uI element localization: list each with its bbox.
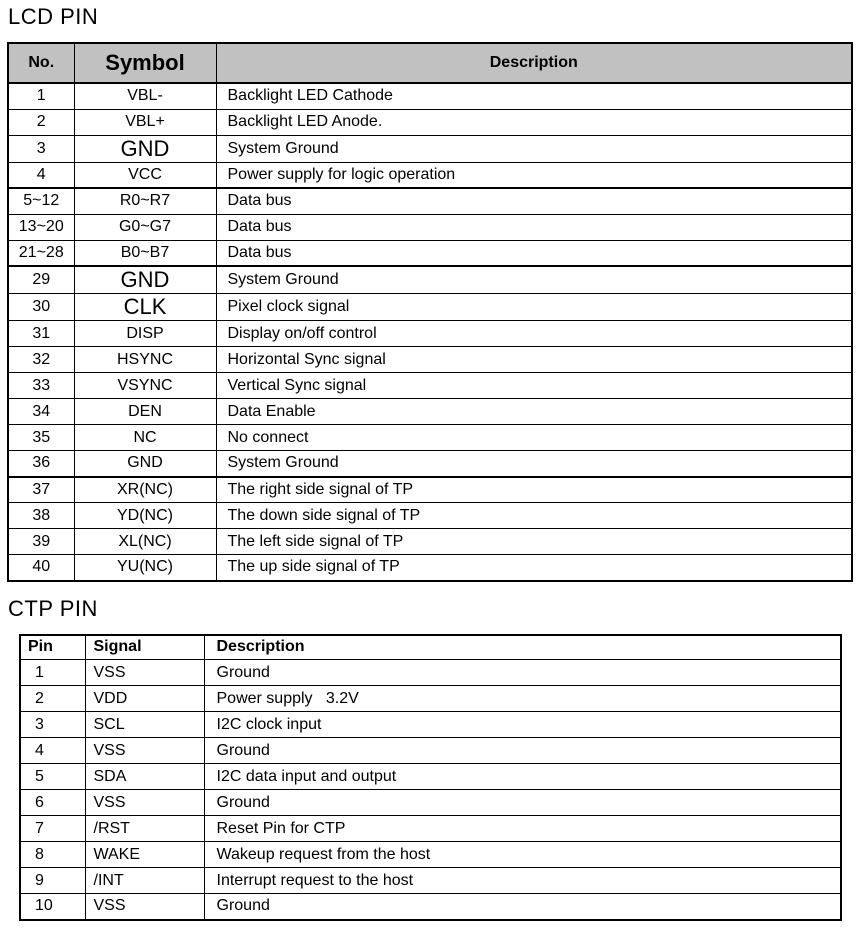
- lcd-pin-header-row: [8, 43, 852, 83]
- lcd-pin-no-cell: 31: [8, 321, 74, 347]
- lcd-pin-description-cell: System Ground: [216, 451, 852, 477]
- ctp-pin-row: [20, 764, 841, 790]
- lcd-pin-row: [8, 240, 852, 266]
- lcd-pin-no-cell: 32: [8, 347, 74, 373]
- ctp-pin-signal-cell: VSS: [85, 790, 204, 816]
- lcd-pin-no-cell: 21~28: [8, 240, 74, 266]
- lcd-pin-no-cell: 38: [8, 503, 74, 529]
- lcd-pin-row: [8, 347, 852, 373]
- lcd-pin-row: [8, 425, 852, 451]
- lcd-pin-description-cell: Backlight LED Cathode: [216, 83, 852, 109]
- lcd-pin-row: [8, 83, 852, 109]
- document-page: [7, 4, 855, 921]
- lcd-pin-symbol-cell: B0~B7: [74, 240, 216, 266]
- lcd-pin-description-cell: Horizontal Sync signal: [216, 347, 852, 373]
- lcd-pin-row: [8, 503, 852, 529]
- lcd-pin-description-cell: The up side signal of TP: [216, 555, 852, 581]
- lcd-pin-description-cell: Display on/off control: [216, 321, 852, 347]
- ctp-pin-description-cell: Ground: [204, 790, 841, 816]
- lcd-pin-title: LCD PIN: [8, 4, 99, 29]
- lcd-pin-row: [8, 266, 852, 294]
- lcd-pin-row: [8, 135, 852, 162]
- ctp-pin-pin-cell: 4: [20, 738, 85, 764]
- lcd-pin-row: [8, 294, 852, 321]
- lcd-pin-symbol-cell: GND: [74, 266, 216, 294]
- ctp-pin-pin-cell: 6: [20, 790, 85, 816]
- lcd-pin-description-cell: No connect: [216, 425, 852, 451]
- ctp-pin-section: [7, 596, 855, 921]
- lcd-pin-description-cell: Power supply for logic operation: [216, 162, 852, 188]
- lcd-pin-no-cell: 13~20: [8, 214, 74, 240]
- lcd-pin-symbol-cell: G0~G7: [74, 214, 216, 240]
- lcd-pin-description-cell: The down side signal of TP: [216, 503, 852, 529]
- ctp-pin-row: [20, 842, 841, 868]
- lcd-pin-description-cell: Pixel clock signal: [216, 294, 852, 321]
- lcd-pin-description-cell: System Ground: [216, 135, 852, 162]
- lcd-pin-no-cell: 2: [8, 109, 74, 135]
- ctp-pin-signal-cell: SDA: [85, 764, 204, 790]
- lcd-pin-row: [8, 373, 852, 399]
- ctp-pin-title: CTP PIN: [8, 595, 98, 621]
- lcd-pin-symbol-cell: CLK: [74, 294, 216, 321]
- lcd-pin-symbol-cell: XL(NC): [74, 529, 216, 555]
- ctp-pin-signal-cell: VSS: [85, 738, 204, 764]
- ctp-pin-table: [19, 634, 842, 921]
- lcd-pin-symbol-cell: HSYNC: [74, 347, 216, 373]
- ctp-pin-row: [20, 894, 841, 920]
- ctp-pin-signal-cell: VSS: [85, 894, 204, 920]
- ctp-pin-row: [20, 686, 841, 712]
- ctp-pin-pin-cell: 9: [20, 868, 85, 894]
- ctp-pin-description-cell: I2C clock input: [204, 712, 841, 738]
- lcd-pin-description-cell: Data Enable: [216, 399, 852, 425]
- lcd-pin-row: [8, 321, 852, 347]
- lcd-pin-symbol-cell: XR(NC): [74, 477, 216, 503]
- ctp-header-signal: Signal: [85, 635, 204, 660]
- lcd-pin-row: [8, 188, 852, 214]
- lcd-pin-row: [8, 529, 852, 555]
- lcd-pin-description-cell: Data bus: [216, 214, 852, 240]
- lcd-pin-symbol-cell: GND: [74, 451, 216, 477]
- lcd-pin-symbol-cell: DEN: [74, 399, 216, 425]
- ctp-pin-signal-cell: SCL: [85, 712, 204, 738]
- lcd-pin-symbol-cell: NC: [74, 425, 216, 451]
- lcd-pin-symbol-cell: VBL-: [74, 83, 216, 109]
- ctp-pin-signal-cell: /RST: [85, 816, 204, 842]
- ctp-pin-signal-cell: VDD: [85, 686, 204, 712]
- ctp-pin-pin-cell: 10: [20, 894, 85, 920]
- ctp-header-pin: Pin: [20, 635, 85, 660]
- lcd-pin-no-cell: 39: [8, 529, 74, 555]
- ctp-pin-description-cell: Power supply 3.2V: [204, 686, 841, 712]
- ctp-pin-row: [20, 790, 841, 816]
- ctp-pin-row: [20, 816, 841, 842]
- ctp-pin-pin-cell: 3: [20, 712, 85, 738]
- ctp-pin-row: [20, 660, 841, 686]
- ctp-pin-description-cell: Interrupt request to the host: [204, 868, 841, 894]
- lcd-header-description: Description: [216, 43, 852, 83]
- lcd-pin-no-cell: 3: [8, 135, 74, 162]
- ctp-pin-signal-cell: VSS: [85, 660, 204, 686]
- lcd-pin-no-cell: 33: [8, 373, 74, 399]
- lcd-pin-row: [8, 399, 852, 425]
- lcd-pin-table: [7, 42, 853, 582]
- ctp-pin-signal-cell: /INT: [85, 868, 204, 894]
- lcd-pin-symbol-cell: GND: [74, 135, 216, 162]
- ctp-pin-row: [20, 738, 841, 764]
- lcd-pin-symbol-cell: YD(NC): [74, 503, 216, 529]
- lcd-pin-description-cell: Data bus: [216, 188, 852, 214]
- ctp-pin-header-row: [20, 635, 841, 660]
- lcd-pin-no-cell: 36: [8, 451, 74, 477]
- lcd-pin-symbol-cell: DISP: [74, 321, 216, 347]
- lcd-pin-row: [8, 162, 852, 188]
- lcd-pin-no-cell: 35: [8, 425, 74, 451]
- lcd-pin-description-cell: Vertical Sync signal: [216, 373, 852, 399]
- lcd-pin-row: [8, 555, 852, 581]
- ctp-pin-description-cell: Ground: [204, 894, 841, 920]
- ctp-pin-row: [20, 712, 841, 738]
- lcd-pin-no-cell: 37: [8, 477, 74, 503]
- ctp-pin-signal-cell: WAKE: [85, 842, 204, 868]
- lcd-pin-no-cell: 40: [8, 555, 74, 581]
- lcd-pin-description-cell: The left side signal of TP: [216, 529, 852, 555]
- lcd-pin-description-cell: Backlight LED Anode.: [216, 109, 852, 135]
- lcd-pin-no-cell: 29: [8, 266, 74, 294]
- ctp-pin-pin-cell: 7: [20, 816, 85, 842]
- lcd-pin-no-cell: 30: [8, 294, 74, 321]
- lcd-pin-description-cell: Data bus: [216, 240, 852, 266]
- lcd-pin-no-cell: 1: [8, 83, 74, 109]
- lcd-pin-section: [7, 4, 855, 582]
- ctp-pin-description-cell: Ground: [204, 738, 841, 764]
- lcd-pin-no-cell: 5~12: [8, 188, 74, 214]
- ctp-pin-description-cell: Reset Pin for CTP: [204, 816, 841, 842]
- ctp-pin-description-cell: Wakeup request from the host: [204, 842, 841, 868]
- ctp-pin-pin-cell: 5: [20, 764, 85, 790]
- lcd-pin-row: [8, 109, 852, 135]
- lcd-pin-symbol-cell: VCC: [74, 162, 216, 188]
- lcd-pin-description-cell: The right side signal of TP: [216, 477, 852, 503]
- lcd-pin-row: [8, 214, 852, 240]
- lcd-pin-symbol-cell: VBL+: [74, 109, 216, 135]
- lcd-pin-description-cell: System Ground: [216, 266, 852, 294]
- lcd-pin-symbol-cell: VSYNC: [74, 373, 216, 399]
- lcd-pin-row: [8, 451, 852, 477]
- lcd-pin-symbol-cell: R0~R7: [74, 188, 216, 214]
- lcd-header-no: No.: [8, 43, 74, 83]
- lcd-pin-row: [8, 477, 852, 503]
- ctp-pin-description-cell: I2C data input and output: [204, 764, 841, 790]
- lcd-pin-no-cell: 34: [8, 399, 74, 425]
- lcd-pin-symbol-cell: YU(NC): [74, 555, 216, 581]
- ctp-pin-row: [20, 868, 841, 894]
- ctp-header-description: Description: [204, 635, 841, 660]
- ctp-pin-pin-cell: 8: [20, 842, 85, 868]
- ctp-pin-description-cell: Ground: [204, 660, 841, 686]
- lcd-pin-no-cell: 4: [8, 162, 74, 188]
- lcd-header-symbol: Symbol: [74, 43, 216, 83]
- ctp-pin-pin-cell: 2: [20, 686, 85, 712]
- ctp-pin-pin-cell: 1: [20, 660, 85, 686]
